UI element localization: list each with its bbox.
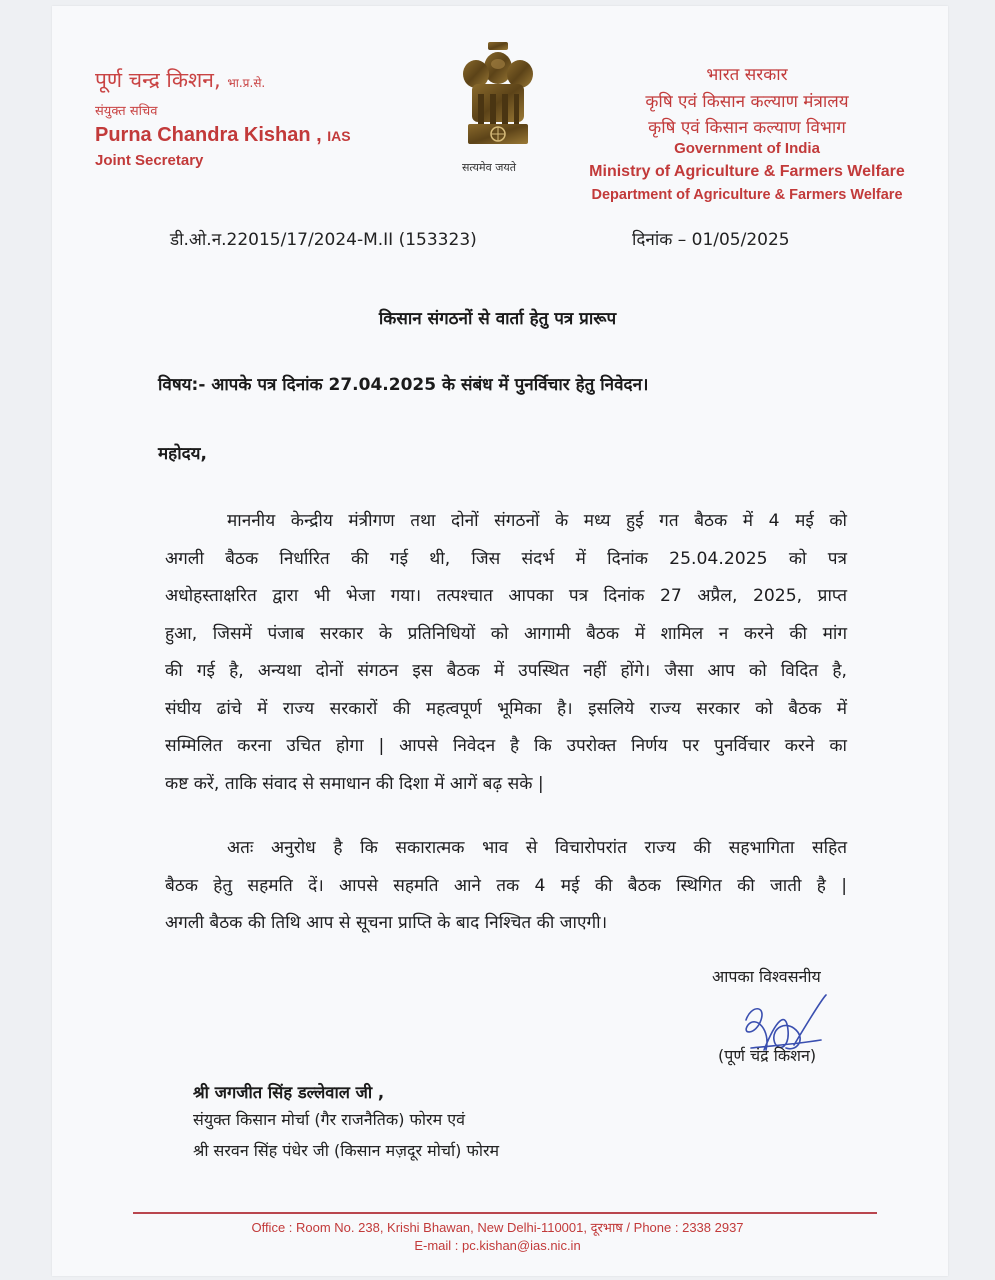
closing: आपका विश्वसनीय [712,967,821,986]
state-emblem-icon [458,40,538,155]
officer-name-english-text: Purna Chandra Kishan , [95,124,322,146]
addressee-line-2: संयुक्त किसान मोर्चा (गैर राजनैतिक) फोरम एवं [193,1110,465,1129]
officer-name-hindi-text: पूर्ण चन्द्र किशन, [95,68,221,92]
do-number: डी.ओ.न.22015/17/2024-M.II (153323) [170,230,477,250]
footer-email[interactable]: E-mail : pc.kishan@ias.nic.in [414,1238,581,1253]
paragraph-line: अगली बैठक की तिथि आप से सूचना प्राप्ति के बाद निश्चित की जाएगी। [165,913,608,933]
ministry-english: Ministry of Agriculture & Farmers Welfare [589,163,905,180]
footer-office-address: Office : Room No. 238, Krishi Bhawan, New Delhi-110001, दूरभाष / Phone : 2338 2937 [251,1220,744,1235]
officer-service-hindi: भा.प्र.से. [227,76,266,90]
paragraph-line: अतः अनुरोध है कि सकारात्मक भाव से विचारोपरांत राज्य की सहभागिता सहित [227,838,847,858]
officer-service-english: IAS [327,128,351,144]
paragraph-2 [165,830,847,943]
department-english: Department of Agriculture & Farmers Welfare [591,187,903,203]
letter-heading: किसान संगठनों से वार्ता हेतु पत्र प्रारूप [378,309,617,329]
paragraph-line: की गई है, अन्यथा दोनों संगठन इस बैठक में उपस्थित नहीं होंगे। जैसा आप को विदित है, [165,661,847,681]
addressee-line-1: श्री जगजीत सिंह डल्लेवाल जी , [193,1083,385,1102]
signatory-name: (पूर्ण चंद्र किशन) [718,1046,817,1065]
officer-designation-hindi: संयुक्त सचिव [95,104,158,119]
emblem-motto: सत्यमेव जयते [462,161,517,174]
salutation: महोदय, [158,444,207,464]
letter-date: दिनांक – 01/05/2025 [632,230,790,250]
officer-designation-english: Joint Secretary [95,152,204,169]
paragraph-line: संघीय ढांचे में राज्य सरकारों की महत्वपूर्ण भूमिका है। इसलिये राज्य सरकार को बैठक में [165,698,847,719]
paragraph-line: माननीय केन्द्रीय मंत्रीगण तथा दोनों संगठनों के मध्य हुई गत बैठक में 4 मई को [227,511,847,531]
paragraph-line: बैठक हेतु सहमति दें। आपसे सहमति आने तक 4 मई की बैठक स्थिगित की जाती है | [165,875,847,896]
paragraph-line: सम्मिलित करना उचित होगा | आपसे निवेदन है कि उपरोक्त निर्णय पर पुनर्विचार करने का [165,736,847,756]
addressee-line-3: श्री सरवन सिंह पंधेर जी (किसान मज़दूर मोर्चा) फोरम [193,1141,500,1160]
department-hindi: कृषि एवं किसान कल्याण विभाग [648,118,846,138]
letter-subject: विषय:- आपके पत्र दिनांक 27.04.2025 के संबंध में पुनर्विचार हेतु निवेदन। [158,375,649,395]
ministry-hindi: कृषि एवं किसान कल्याण मंत्रालय [645,92,849,112]
govt-hindi: भारत सरकार [706,65,788,85]
officer-name-english [95,124,351,147]
paragraph-1 [165,503,847,803]
paragraph-line: अगली बैठक निर्धारित की गई थी, जिस संदर्भ में दिनांक 25.04.2025 को पत्र [165,548,847,569]
paragraph-line: अधोहस्ताक्षरित द्वारा भी भेजा गया। तत्पश्चात आपका पत्र दिनांक 27 अप्रैल, 2025, प्राप्त [165,586,847,606]
govt-english: Government of India [674,140,820,157]
footer-divider [133,1212,877,1214]
paragraph-line: हुआ, जिसमें पंजाब सरकार के प्रतिनिधियों को आगामी बैठक में शामिल न करने की मांग [165,623,847,644]
paragraph-line: कष्ट करें, ताकि संवाद से समाधान की दिशा में आगें बढ़ सके | [165,773,544,794]
officer-name-hindi [95,66,265,94]
